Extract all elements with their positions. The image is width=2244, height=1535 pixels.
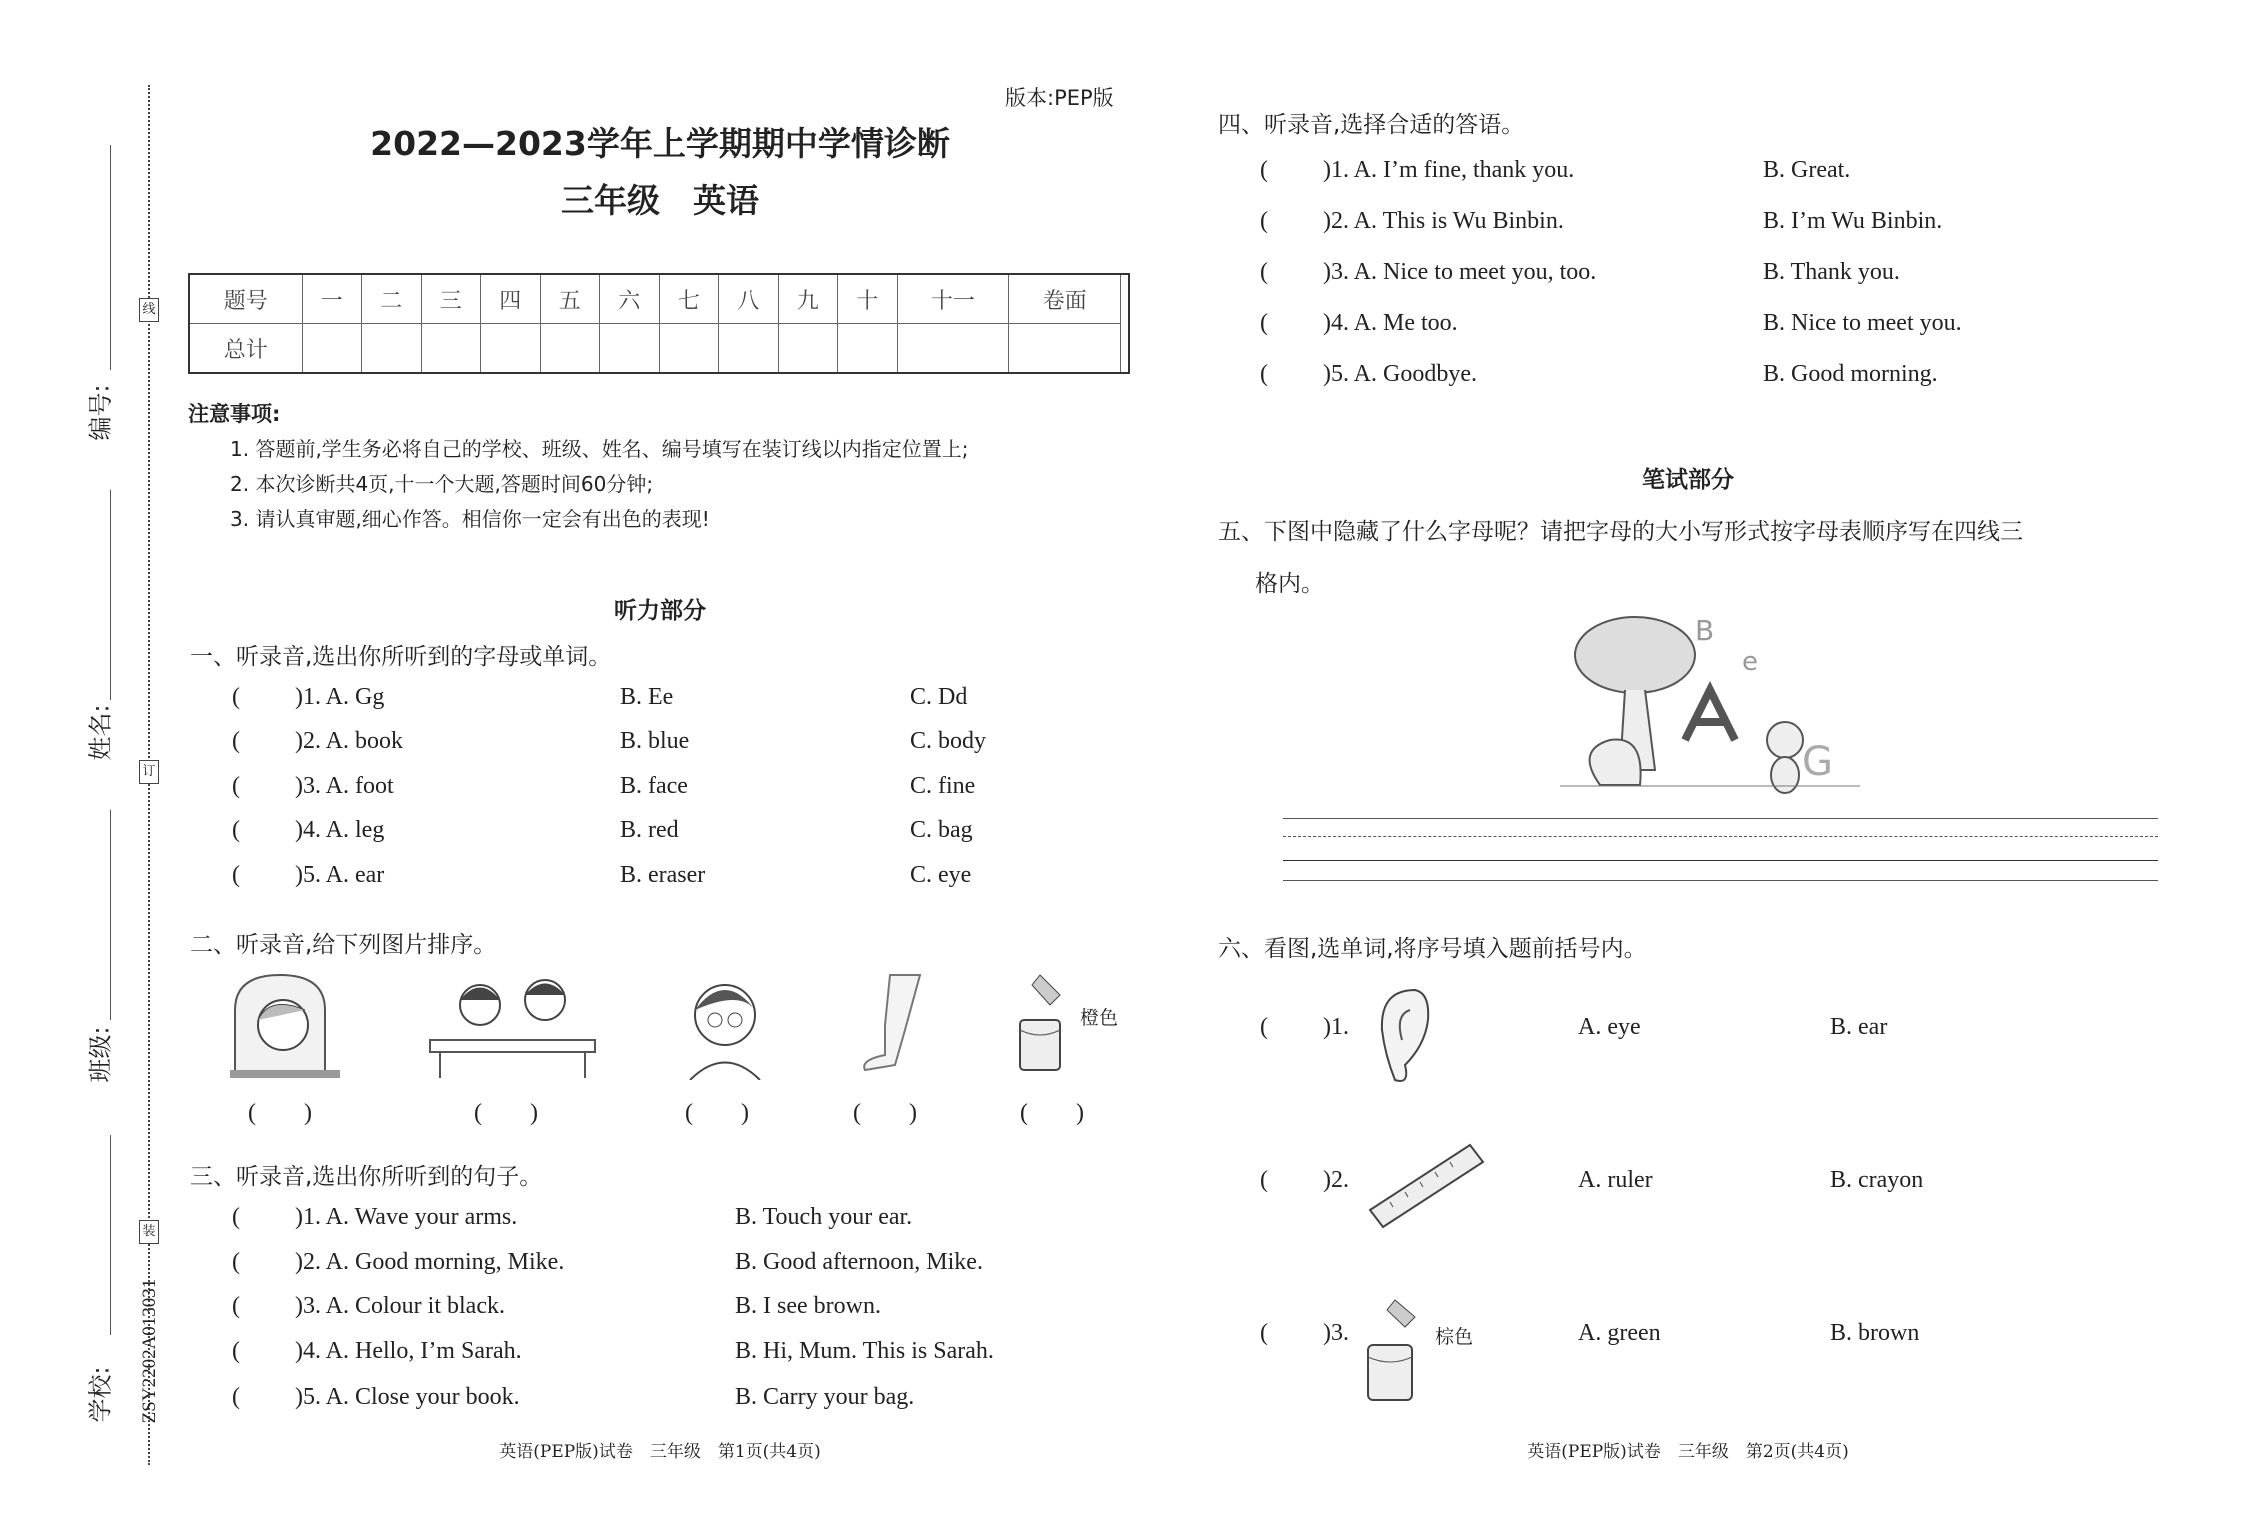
option-a[interactable]: A. green bbox=[1578, 1320, 1661, 1346]
section2-title: 二、听录音,给下列图片排序。 bbox=[190, 932, 497, 958]
answer-blank-paren[interactable]: ( bbox=[1260, 310, 1268, 336]
girl-at-window-picture bbox=[225, 970, 345, 1085]
name-field-label: 姓名: bbox=[86, 704, 115, 761]
option-b[interactable]: B. Good morning. bbox=[1763, 361, 1938, 387]
field-line bbox=[110, 145, 111, 370]
orange-paint-picture bbox=[1010, 970, 1080, 1080]
option-c[interactable]: C. eye bbox=[910, 862, 972, 888]
brown-color-label: 棕色 bbox=[1435, 1326, 1474, 1348]
score-header-cell: 一 bbox=[302, 274, 362, 324]
question-number: )1. bbox=[1323, 1014, 1349, 1040]
score-header-cell: 十 bbox=[838, 274, 898, 324]
answer-blank-paren[interactable]: ( bbox=[1260, 1014, 1268, 1040]
score-header-cell: 四 bbox=[481, 274, 541, 324]
picture-order-blank[interactable]: ( ) bbox=[685, 1100, 749, 1126]
question-number: )3. bbox=[1323, 1320, 1349, 1346]
section5-title-line1: 五、下图中隐藏了什么字母呢？请把字母的大小写形式按字母表顺序写在四线三 bbox=[1218, 519, 2023, 545]
school-field-label: 学校: bbox=[86, 1366, 115, 1423]
version-label: 版本:PEP版 bbox=[1005, 86, 1114, 110]
notice-item: 3. 请认真审题,细心作答。相信你一定会有出色的表现! bbox=[230, 507, 710, 531]
option-b[interactable]: B. crayon bbox=[1830, 1167, 1924, 1193]
hidden-letters-picture bbox=[1560, 610, 1860, 800]
class-field-label: 班级: bbox=[86, 1026, 115, 1083]
answer-blank-paren[interactable]: ( bbox=[232, 1384, 240, 1410]
four-line-grid-line bbox=[1283, 836, 2158, 837]
answer-blank-paren[interactable]: ( bbox=[232, 728, 240, 754]
option-b[interactable]: B. red bbox=[620, 817, 679, 843]
picture-order-blank[interactable]: ( ) bbox=[1020, 1100, 1084, 1126]
written-heading: 笔试部分 bbox=[1642, 467, 1734, 493]
option-b[interactable]: B. I see brown. bbox=[735, 1293, 881, 1319]
option-b[interactable]: B. Ee bbox=[620, 684, 674, 710]
score-extra-cell bbox=[1121, 274, 1129, 373]
field-line bbox=[110, 810, 111, 1020]
picture-order-blank[interactable]: ( ) bbox=[474, 1100, 538, 1126]
binding-mark-staple: 订 bbox=[139, 760, 159, 784]
option-a[interactable]: )1. A. I’m fine, thank you. bbox=[1323, 157, 1575, 183]
four-line-grid-line bbox=[1283, 880, 2158, 881]
score-header-cell: 三 bbox=[421, 274, 481, 324]
answer-blank-paren[interactable]: ( bbox=[1260, 361, 1268, 387]
option-a[interactable]: )5. A. Close your book. bbox=[295, 1384, 520, 1410]
score-header-cell: 七 bbox=[659, 274, 719, 324]
option-a[interactable]: )1. A. Gg bbox=[295, 684, 385, 710]
option-a[interactable]: )4. A. leg bbox=[295, 817, 385, 843]
score-header-cell: 题号 bbox=[189, 274, 302, 324]
score-header-cell: 六 bbox=[600, 274, 660, 324]
answer-blank-paren[interactable]: ( bbox=[232, 862, 240, 888]
four-line-grid-line bbox=[1283, 818, 2158, 819]
option-b[interactable]: B. face bbox=[620, 773, 688, 799]
binding-mark-bind: 装 bbox=[139, 1220, 159, 1244]
option-c[interactable]: C. fine bbox=[910, 773, 976, 799]
letter-e: e bbox=[1742, 647, 1758, 677]
score-table bbox=[188, 273, 1130, 374]
page2-footer: 英语(PEP版)试卷 三年级 第2页(共4页) bbox=[1527, 1442, 1849, 1462]
letter-b: B bbox=[1695, 614, 1715, 647]
binding-mark-line: 线 bbox=[139, 298, 159, 322]
brown-paint-picture bbox=[1360, 1295, 1440, 1410]
picture-order-blank[interactable]: ( ) bbox=[853, 1100, 917, 1126]
option-b[interactable]: B. blue bbox=[620, 728, 690, 754]
answer-blank-paren[interactable]: ( bbox=[232, 1249, 240, 1275]
field-line bbox=[110, 490, 111, 700]
id-field-label: 编号: bbox=[86, 384, 115, 441]
option-a[interactable]: )3. A. foot bbox=[295, 773, 394, 799]
score-header-cell: 二 bbox=[362, 274, 422, 324]
section4-title: 四、听录音,选择合适的答语。 bbox=[1218, 112, 1525, 138]
answer-blank-paren[interactable]: ( bbox=[1260, 1320, 1268, 1346]
option-b[interactable]: B. Hi, Mum. This is Sarah. bbox=[735, 1338, 994, 1364]
option-b[interactable]: B. Great. bbox=[1763, 157, 1851, 183]
score-header-cell: 五 bbox=[540, 274, 600, 324]
option-a[interactable]: )2. A. book bbox=[295, 728, 403, 754]
option-b[interactable]: B. ear bbox=[1830, 1014, 1888, 1040]
score-table-total-row bbox=[189, 324, 1129, 374]
option-b[interactable]: B. brown bbox=[1830, 1320, 1920, 1346]
section1-title: 一、听录音,选出你所听到的字母或单词。 bbox=[190, 644, 612, 670]
option-a[interactable]: )4. A. Hello, I’m Sarah. bbox=[295, 1338, 522, 1364]
option-a[interactable]: )5. A. ear bbox=[295, 862, 385, 888]
score-header-cell: 八 bbox=[719, 274, 779, 324]
answer-blank-paren[interactable]: ( bbox=[232, 817, 240, 843]
page-title: 2022—2023学年上学期期中学情诊断 bbox=[370, 124, 950, 163]
answer-blank-paren[interactable]: ( bbox=[1260, 157, 1268, 183]
orange-color-label: 橙色 bbox=[1080, 1007, 1119, 1029]
answer-blank-paren[interactable]: ( bbox=[1260, 1167, 1268, 1193]
letter-g: G bbox=[1802, 739, 1833, 785]
answer-blank-paren[interactable]: ( bbox=[232, 1338, 240, 1364]
option-a[interactable]: )4. A. Me too. bbox=[1323, 310, 1458, 336]
page1-footer: 英语(PEP版)试卷 三年级 第1页(共4页) bbox=[499, 1442, 821, 1462]
option-b[interactable]: B. Good afternoon, Mike. bbox=[735, 1249, 983, 1275]
ruler-picture bbox=[1365, 1140, 1490, 1230]
option-c[interactable]: C. bag bbox=[910, 817, 973, 843]
score-header-cell: 十一 bbox=[897, 274, 1009, 324]
option-b[interactable]: B. Carry your bag. bbox=[735, 1384, 915, 1410]
option-c[interactable]: C. body bbox=[910, 728, 987, 754]
answer-blank-paren[interactable]: ( bbox=[232, 1204, 240, 1230]
section6-title: 六、看图,选单词,将序号填入题前括号内。 bbox=[1218, 936, 1647, 962]
page-subtitle: 三年级 英语 bbox=[561, 181, 759, 220]
score-header-cell: 卷面 bbox=[1009, 274, 1121, 324]
section3-title: 三、听录音,选出你所听到的句子。 bbox=[190, 1164, 543, 1190]
four-line-grid-line bbox=[1283, 860, 2158, 861]
field-line bbox=[110, 1135, 111, 1335]
score-table-header-row bbox=[189, 274, 1129, 324]
option-a[interactable]: )2. A. Good morning, Mike. bbox=[295, 1249, 565, 1275]
question-number: )2. bbox=[1323, 1167, 1349, 1193]
boy-with-glasses-picture bbox=[680, 970, 770, 1080]
option-a[interactable]: )3. A. Nice to meet you, too. bbox=[1323, 259, 1597, 285]
option-c[interactable]: C. Dd bbox=[910, 684, 968, 710]
answer-blank-paren[interactable]: ( bbox=[1260, 208, 1268, 234]
picture-order-blank[interactable]: ( ) bbox=[248, 1100, 312, 1126]
option-b[interactable]: B. eraser bbox=[620, 862, 706, 888]
leg-picture bbox=[850, 970, 930, 1080]
option-a[interactable]: )2. A. This is Wu Binbin. bbox=[1323, 208, 1564, 234]
answer-blank-paren[interactable]: ( bbox=[232, 773, 240, 799]
option-b[interactable]: B. I’m Wu Binbin. bbox=[1763, 208, 1943, 234]
score-row-label: 总计 bbox=[189, 324, 302, 374]
two-kids-at-desk-picture bbox=[425, 970, 600, 1080]
option-b[interactable]: B. Touch your ear. bbox=[735, 1204, 913, 1230]
option-b[interactable]: B. Nice to meet you. bbox=[1763, 310, 1962, 336]
answer-blank-paren[interactable]: ( bbox=[1260, 259, 1268, 285]
option-a[interactable]: )1. A. Wave your arms. bbox=[295, 1204, 518, 1230]
notice-item: 2. 本次诊断共4页,十一个大题,答题时间60分钟; bbox=[230, 472, 654, 496]
ear-picture bbox=[1370, 985, 1440, 1085]
notice-heading: 注意事项: bbox=[188, 402, 281, 426]
notice-item: 1. 答题前,学生务必将自己的学校、班级、姓名、编号填写在装订线以内指定位置上; bbox=[230, 437, 969, 461]
option-a[interactable]: A. eye bbox=[1578, 1014, 1641, 1040]
listening-heading: 听力部分 bbox=[614, 598, 706, 624]
score-header-cell: 九 bbox=[778, 274, 838, 324]
answer-blank-paren[interactable]: ( bbox=[232, 684, 240, 710]
option-a[interactable]: )3. A. Colour it black. bbox=[295, 1293, 505, 1319]
option-a[interactable]: A. ruler bbox=[1578, 1167, 1653, 1193]
section5-title-line2: 格内。 bbox=[1255, 571, 1324, 597]
option-b[interactable]: B. Thank you. bbox=[1763, 259, 1900, 285]
answer-blank-paren[interactable]: ( bbox=[232, 1293, 240, 1319]
paper-code: ZSY2202A013031 bbox=[139, 1278, 160, 1424]
option-a[interactable]: )5. A. Goodbye. bbox=[1323, 361, 1477, 387]
